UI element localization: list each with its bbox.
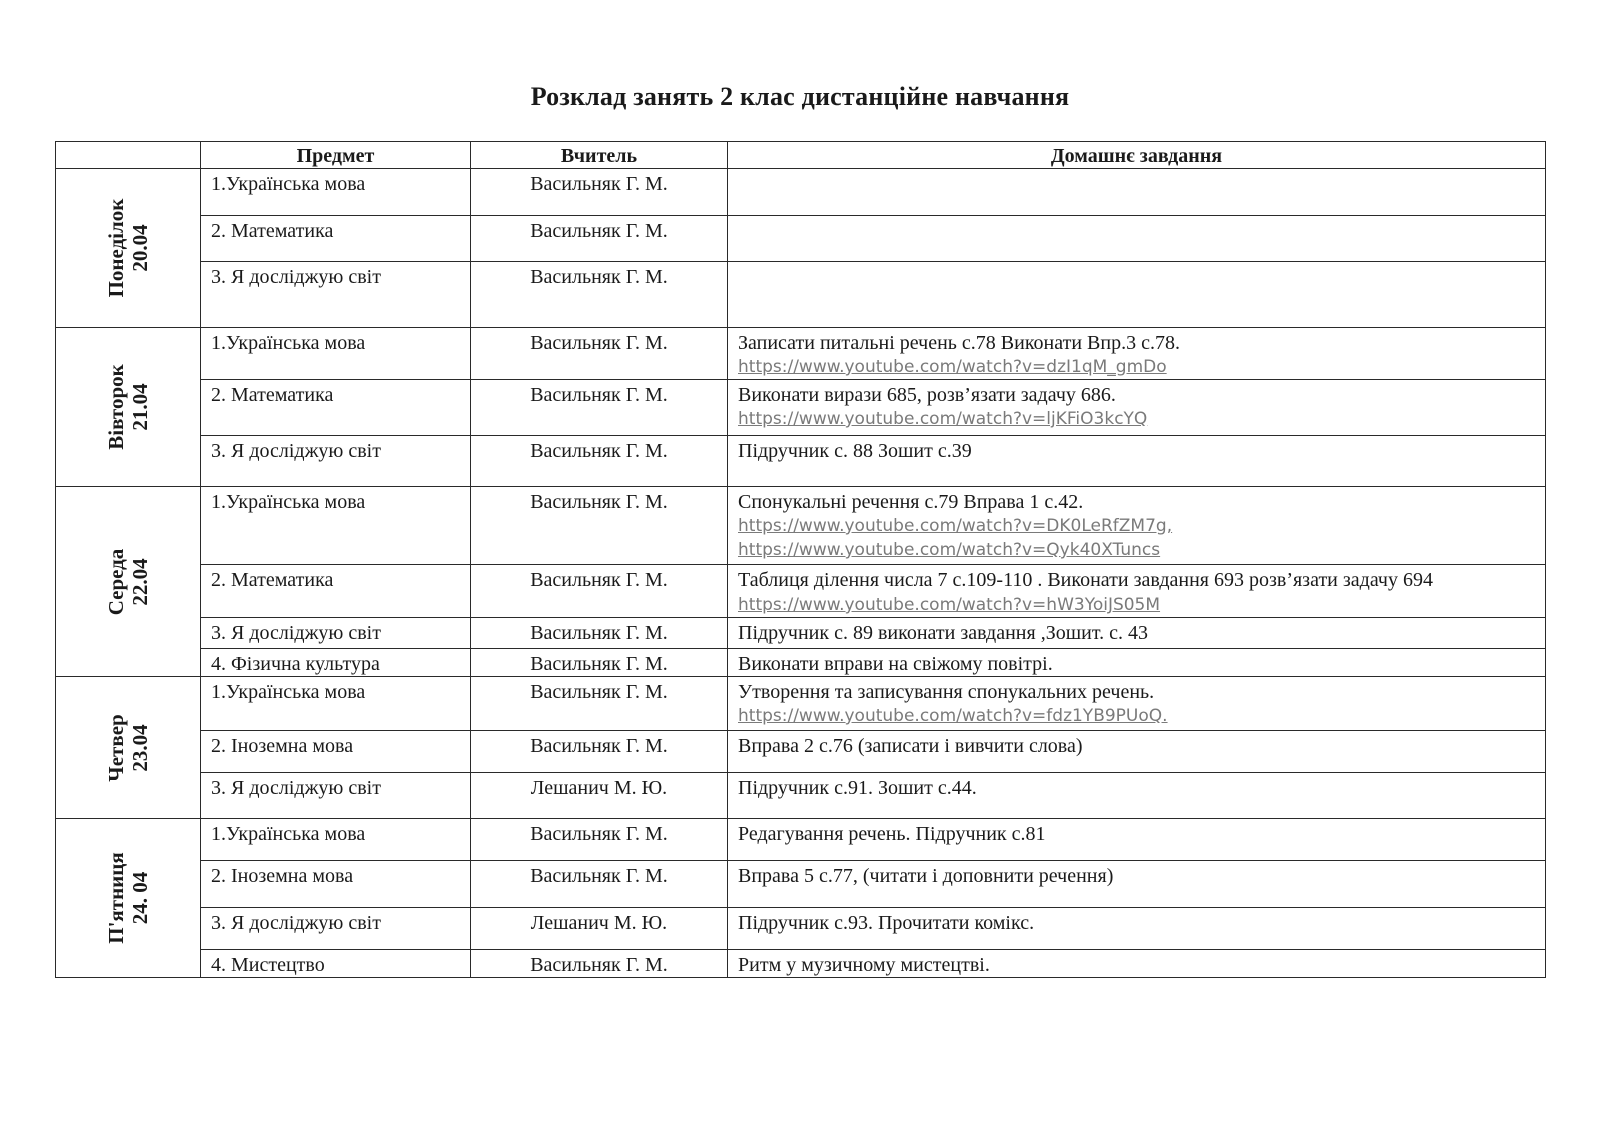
day-date: 20.04: [128, 224, 152, 272]
day-date: 21.04: [128, 383, 152, 431]
day-label: [104, 548, 152, 615]
day-name: Четвер: [104, 713, 128, 782]
table-row: [56, 262, 1546, 328]
subject-cell: 4. Мистецтво: [201, 950, 471, 978]
day-label: [104, 852, 152, 944]
homework-cell: [728, 565, 1546, 618]
teacher-cell: Васильняк Г. М.: [471, 731, 728, 773]
youtube-link[interactable]: https://www.youtube.com/watch?v=fdz1YB9PUoQ.: [738, 706, 1168, 726]
header-row: [56, 142, 1546, 169]
day-label: [104, 364, 152, 449]
youtube-link[interactable]: https://www.youtube.com/watch?v=DK0LeRfZM7g,: [738, 516, 1173, 536]
subject-cell: 2. Математика: [201, 216, 471, 262]
homework-text: Редагування речень. Підручник с.81: [738, 823, 1046, 845]
subject-cell: 2. Іноземна мова: [201, 731, 471, 773]
homework-text: Записати питальні речень с.78 Виконати Впр.3 с.78.: [738, 332, 1180, 354]
header-teacher: Вчитель: [471, 142, 728, 169]
teacher-cell: Васильняк Г. М.: [471, 328, 728, 380]
homework-cell: [728, 677, 1546, 731]
teacher-cell: Васильняк Г. М.: [471, 819, 728, 861]
day-cell: [56, 169, 201, 328]
homework-cell: [728, 328, 1546, 380]
homework-text: Вправа 5 с.77, (читати і доповнити речення): [738, 865, 1114, 887]
homework-cell: [728, 950, 1546, 978]
homework-text: Таблиця ділення числа 7 с.109-110 . Виконати завдання 693 розв’язати задачу 694: [738, 569, 1433, 591]
homework-cell: [728, 169, 1546, 216]
schedule-table: [55, 141, 1546, 978]
teacher-cell: Васильняк Г. М.: [471, 950, 728, 978]
table-row: [56, 908, 1546, 950]
homework-cell: [728, 861, 1546, 908]
teacher-cell: Васильняк Г. М.: [471, 262, 728, 328]
subject-cell: 4. Фізична культура: [201, 649, 471, 677]
subject-cell: 1.Українська мова: [201, 487, 471, 565]
day-date: 23.04: [128, 723, 152, 772]
teacher-cell: Васильняк Г. М.: [471, 380, 728, 436]
table-row: [56, 861, 1546, 908]
day-cell: [56, 819, 201, 978]
table-row: [56, 649, 1546, 677]
youtube-link[interactable]: https://www.youtube.com/watch?v=ljKFiO3kcYQ: [738, 409, 1148, 429]
table-row: [56, 487, 1546, 565]
day-label: [104, 199, 152, 298]
day-cell: [56, 328, 201, 487]
table-row: [56, 677, 1546, 731]
homework-text: Утворення та записування спонукальних речень.: [738, 681, 1155, 703]
homework-text: Підручник с.93. Прочитати комікс.: [738, 912, 1035, 934]
teacher-cell: Васильняк Г. М.: [471, 487, 728, 565]
homework-cell: [728, 908, 1546, 950]
day-date: 24. 04: [128, 871, 152, 925]
subject-cell: 1.Українська мова: [201, 677, 471, 731]
subject-cell: 1.Українська мова: [201, 819, 471, 861]
homework-text: Вправа 2 с.76 (записати і вивчити слова): [738, 735, 1083, 757]
teacher-cell: Васильняк Г. М.: [471, 216, 728, 262]
youtube-link[interactable]: https://www.youtube.com/watch?v=dzI1qM_gmDo: [738, 357, 1167, 377]
homework-text: Виконати вирази 685, розв’язати задачу 686.: [738, 384, 1116, 406]
homework-cell: [728, 773, 1546, 819]
subject-cell: 3. Я досліджую світ: [201, 262, 471, 328]
homework-cell: [728, 487, 1546, 565]
day-name: Понеділок: [104, 198, 128, 298]
homework-text: Підручник с.91. Зошит с.44.: [738, 777, 977, 799]
day-cell: [56, 677, 201, 819]
table-row: [56, 436, 1546, 487]
table-row: [56, 950, 1546, 978]
day-cell: [56, 487, 201, 677]
schedule-body: [56, 169, 1546, 978]
teacher-cell: Васильняк Г. М.: [471, 618, 728, 649]
homework-cell: [728, 618, 1546, 649]
header-homework: Домашнє завдання: [728, 142, 1546, 169]
table-row: [56, 731, 1546, 773]
day-name: Середа: [104, 548, 128, 615]
homework-text: Ритм у музичному мистецтві.: [738, 954, 990, 976]
teacher-cell: Васильняк Г. М.: [471, 565, 728, 618]
teacher-cell: Васильняк Г. М.: [471, 861, 728, 908]
subject-cell: 2. Іноземна мова: [201, 861, 471, 908]
homework-cell: [728, 819, 1546, 861]
day-name: П'ятниця: [104, 852, 128, 944]
subject-cell: 3. Я досліджую світ: [201, 618, 471, 649]
homework-text: Виконати вправи на свіжому повітрі.: [738, 653, 1053, 675]
homework-text: Підручник с. 89 виконати завдання ,Зошит. с. 43: [738, 622, 1148, 644]
subject-cell: 3. Я досліджую світ: [201, 908, 471, 950]
subject-cell: 2. Математика: [201, 565, 471, 618]
table-row: [56, 216, 1546, 262]
table-row: [56, 773, 1546, 819]
table-row: [56, 328, 1546, 380]
table-row: [56, 380, 1546, 436]
homework-cell: [728, 216, 1546, 262]
table-row: [56, 618, 1546, 649]
homework-text: Підручник с. 88 Зошит с.39: [738, 440, 972, 462]
homework-cell: [728, 380, 1546, 436]
page-title: Розклад занять 2 клас дистанційне навчання: [530, 82, 1070, 111]
day-name: Вівторок: [104, 364, 128, 450]
homework-cell: [728, 262, 1546, 328]
teacher-cell: Васильняк Г. М.: [471, 169, 728, 216]
youtube-link[interactable]: https://www.youtube.com/watch?v=Qyk40XTuncs: [738, 540, 1161, 560]
subject-cell: 3. Я досліджую світ: [201, 436, 471, 487]
teacher-cell: Лешанич М. Ю.: [471, 773, 728, 819]
homework-text: Спонукальні речення с.79 Вправа 1 с.42.: [738, 491, 1084, 513]
day-date: 22.04: [128, 557, 152, 606]
teacher-cell: Васильняк Г. М.: [471, 436, 728, 487]
youtube-link[interactable]: https://www.youtube.com/watch?v=hW3YoiJS05M: [738, 595, 1161, 615]
table-row: [56, 819, 1546, 861]
homework-cell: [728, 731, 1546, 773]
homework-cell: [728, 436, 1546, 487]
teacher-cell: Васильняк Г. М.: [471, 649, 728, 677]
header-day: [56, 142, 201, 169]
homework-cell: [728, 649, 1546, 677]
day-label: [104, 714, 152, 781]
table-row: [56, 169, 1546, 216]
subject-cell: 2. Математика: [201, 380, 471, 436]
teacher-cell: Васильняк Г. М.: [471, 677, 728, 731]
subject-cell: 3. Я досліджую світ: [201, 773, 471, 819]
table-row: [56, 565, 1546, 618]
subject-cell: 1.Українська мова: [201, 169, 471, 216]
header-subject: Предмет: [201, 142, 471, 169]
teacher-cell: Лешанич М. Ю.: [471, 908, 728, 950]
subject-cell: 1.Українська мова: [201, 328, 471, 380]
